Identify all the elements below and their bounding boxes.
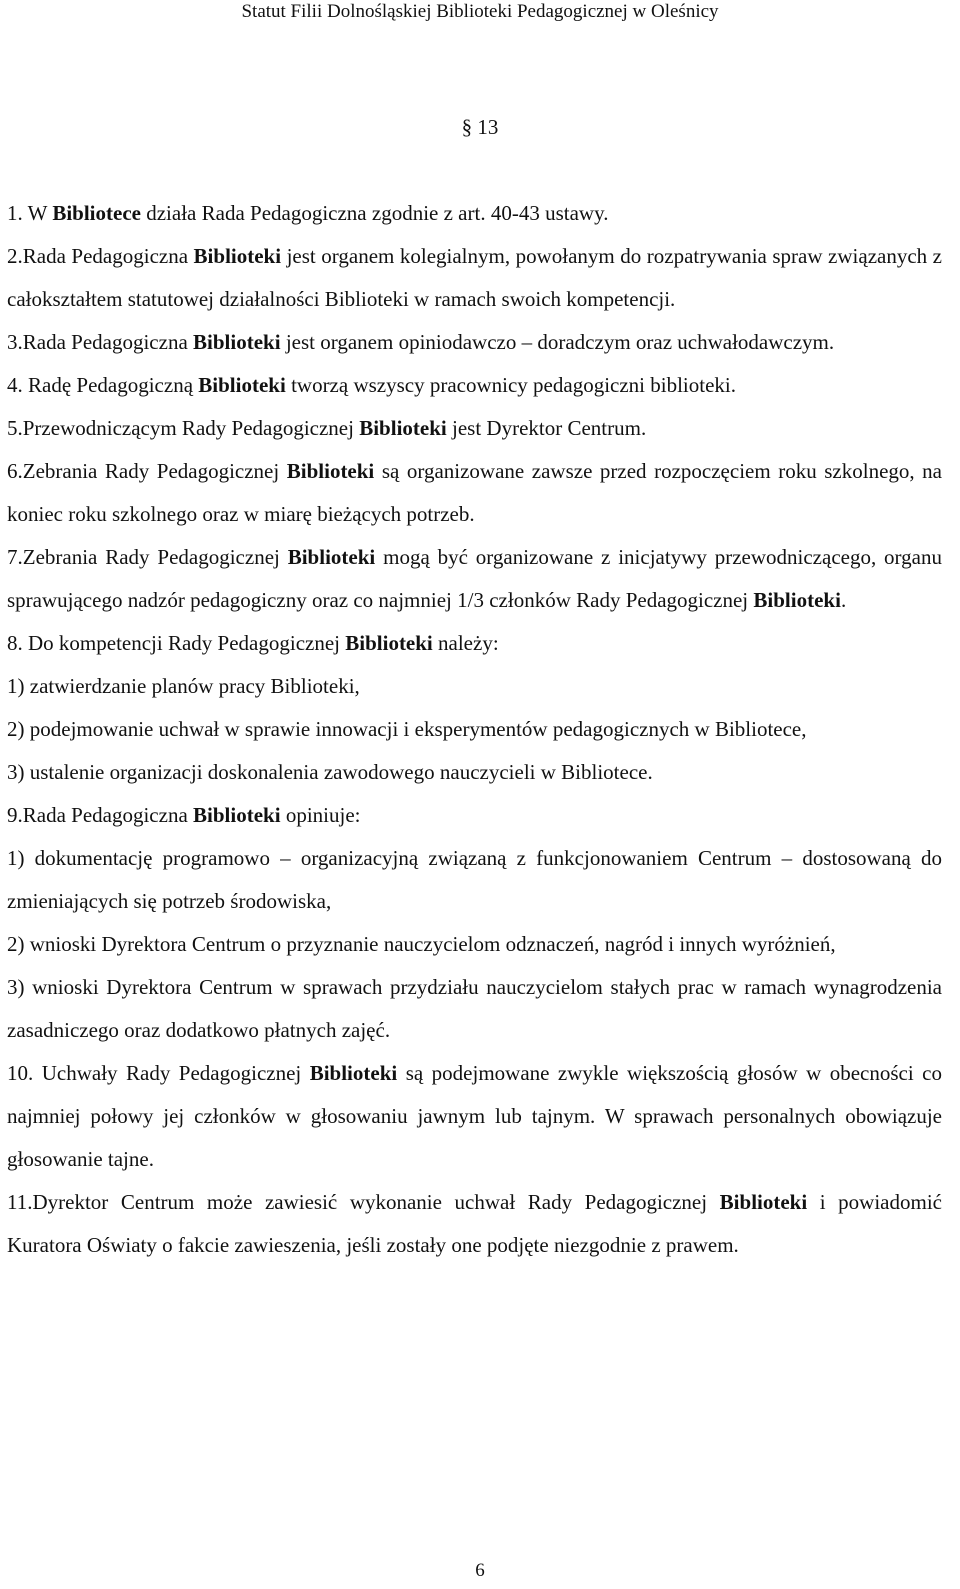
- paragraph-4: 4. Radę Pedagogiczną Biblioteki tworzą wszyscy pracownicy pedagogiczni biblioteki.: [7, 373, 736, 397]
- paragraph-9: 9.Rada Pedagogiczna Biblioteki opiniuje:: [7, 803, 361, 827]
- paragraph-10: 10. Uchwały Rady Pedagogicznej Biblioteki są podejmowane zwykle większością głosów w obecności co najmniej połowy jej członków w głosowaniu jawnym lub tajnym. W sprawach personalnych obowiązuje głosowanie tajne.: [7, 1061, 942, 1171]
- list-item-8-2: 2) podejmowanie uchwał w sprawie innowacji i eksperymentów pedagogicznych w Bibliotece,: [7, 717, 807, 741]
- list-item-8-1: 1) zatwierdzanie planów pracy Biblioteki,: [7, 674, 360, 698]
- paragraph-11: 11.Dyrektor Centrum może zawiesić wykonanie uchwał Rady Pedagogicznej Biblioteki i powiadomić Kuratora Oświaty o fakcie zawieszenia, jeśli zostały one podjęte niezgodnie z prawem.: [7, 1190, 942, 1257]
- paragraph-number: 7.: [7, 545, 23, 569]
- bold-term: Biblioteki: [719, 1190, 808, 1214]
- section-body: [7, 192, 942, 1267]
- paragraph-number: 8.: [7, 631, 23, 655]
- paragraph-5: 5.Przewodniczącym Rady Pedagogicznej Biblioteki jest Dyrektor Centrum.: [7, 416, 647, 440]
- bold-term: Biblioteki: [345, 631, 433, 655]
- paragraph-number: 9.: [7, 803, 23, 827]
- paragraph-number: 3.: [7, 330, 23, 354]
- list-item-8-3: 3) ustalenie organizacji doskonalenia zawodowego nauczycieli w Bibliotece.: [7, 760, 653, 784]
- running-header: Statut Filii Dolnośląskiej Biblioteki Pedagogicznej w Oleśnicy: [241, 1, 719, 22]
- bold-term: Biblioteki: [753, 588, 841, 612]
- paragraph-number: 10.: [7, 1061, 34, 1085]
- bold-term: Biblioteki: [193, 803, 281, 827]
- paragraph-number: 2.: [7, 244, 23, 268]
- list-item-9-2: 2) wnioski Dyrektora Centrum o przyznanie nauczycielom odznaczeń, nagród i innych wyróżnień,: [7, 932, 836, 956]
- paragraph-8: 8. Do kompetencji Rady Pedagogicznej Biblioteki należy:: [7, 631, 499, 655]
- paragraph-7: 7.Zebrania Rady Pedagogicznej Biblioteki mogą być organizowane z inicjatywy przewodniczącego, organu sprawującego nadzór pedagogiczny oraz co najmniej 1/3 członków Rady Pedagogicznej Biblioteki.: [7, 545, 942, 612]
- paragraph-2: 2.Rada Pedagogiczna Biblioteki jest organem kolegialnym, powołanym do rozpatrywania spraw związanych z całokształtem statutowej działalności Biblioteki w ramach swoich kompetencji.: [7, 244, 942, 311]
- paragraph-number: 5.: [7, 416, 23, 440]
- paragraph-number: 4.: [7, 373, 23, 397]
- paragraph-1: 1. W Bibliotece działa Rada Pedagogiczna zgodnie z art. 40-43 ustawy.: [7, 201, 609, 225]
- list-item-9-3: 3) wnioski Dyrektora Centrum w sprawach przydziału nauczycielom stałych prac w ramach wynagrodzenia zasadniczego oraz dodatkowo płatnych zajęć.: [7, 975, 942, 1042]
- bold-term: Biblioteki: [359, 416, 447, 440]
- paragraph-6: 6.Zebrania Rady Pedagogicznej Biblioteki są organizowane zawsze przed rozpoczęciem roku szkolnego, na koniec roku szkolnego oraz w miarę bieżących potrzeb.: [7, 459, 942, 526]
- bold-term: Biblioteki: [287, 545, 376, 569]
- bold-term: Biblioteki: [193, 244, 282, 268]
- bold-term: Biblioteki: [198, 373, 286, 397]
- bold-term: Bibliotece: [52, 201, 141, 225]
- paragraph-number: 11.: [7, 1190, 33, 1214]
- page-number: 6: [475, 1560, 485, 1581]
- list-item-9-1: 1) dokumentację programowo – organizacyjną związaną z funkcjonowaniem Centrum – dostosowaną do zmieniających się potrzeb środowiska,: [7, 846, 942, 913]
- section-title: § 13: [461, 115, 499, 139]
- paragraph-3: 3.Rada Pedagogiczna Biblioteki jest organem opiniodawczo – doradczym oraz uchwałodawczym.: [7, 330, 835, 354]
- paragraph-number: 1.: [7, 201, 23, 225]
- paragraph-number: 6.: [7, 459, 23, 483]
- bold-term: Biblioteki: [309, 1061, 398, 1085]
- bold-term: Biblioteki: [286, 459, 375, 483]
- bold-term: Biblioteki: [193, 330, 281, 354]
